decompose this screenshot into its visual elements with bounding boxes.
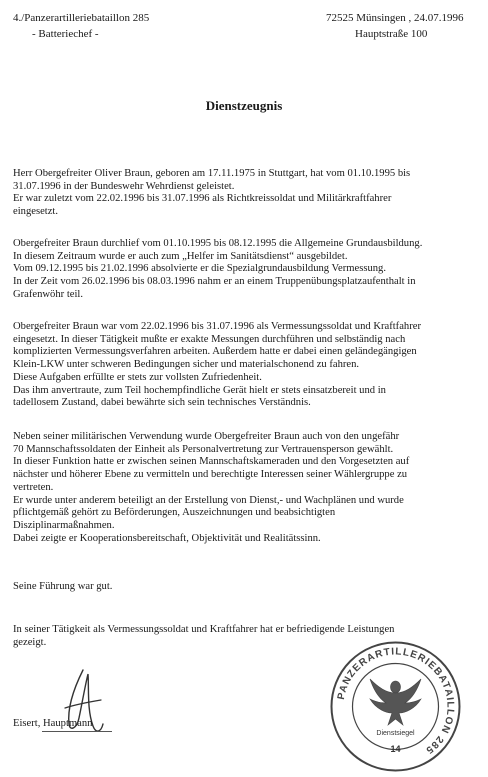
text-line: eingesetzt. In dieser Tätigkeit mußte er exakte Messungen durchführen und selbständig nach: [13, 333, 406, 345]
text-line: Klein-LKW unter schweren Bedingungen sicher und materialschonend zu fahren.: [13, 359, 360, 371]
paragraph-conduct: [13, 581, 479, 594]
text-line: pflichtgemäß gehört zu Beförderungen, Auszeichnungen und beabsichtigten: [13, 507, 336, 519]
paragraph-training: [13, 238, 479, 302]
text-line: In dieser Funktion hatte er zwischen seinen Mannschaftskameraden und den Vorgesetzten auf: [13, 456, 410, 468]
text-line: Grafenwöhr teil.: [13, 288, 84, 300]
text-line: In der Zeit vom 26.02.1996 bis 08.03.1996 nahm er an einem Truppenübungsplatzaufenthalt in: [13, 276, 416, 288]
paragraph-duties: [13, 321, 479, 410]
text-line: komplizierten Vermessungsverfahren arbeiten. Außerdem hatte er dabei einen geländegängigen: [13, 346, 417, 358]
text-line: 31.07.1996 in der Bundeswehr Wehrdienst geleistet.: [13, 180, 235, 192]
document-title: Dienstzeugnis: [205, 98, 283, 113]
text-line: 70 Mannschaftssoldaten der Einheit als Personalvertretung zur Vertrauensperson gewählt.: [13, 443, 394, 455]
text-line: Er war zuletzt vom 22.02.1996 bis 31.07.1996 als Richtkreissoldat und Militärkraftfahrer: [13, 193, 392, 205]
text-line: Das ihm anvertraute, zum Teil hochempfindliche Gerät hielt er stets einsatzbereit und in: [13, 384, 386, 396]
text-line: Herr Obergefreiter Oliver Braun, geboren am 17.11.1975 in Stuttgart, hat vom 01.10.1995 bis: [13, 168, 411, 179]
text-line: Obergefreiter Braun war vom 22.02.1996 bis 31.07.1996 als Vermessungssoldat und Kraftfahrer: [13, 321, 421, 332]
text-line: In seiner Tätigkeit als Vermessungssoldat und Kraftfahrer hat er befriedigende Leistungen: [13, 624, 395, 635]
text-line: tadellosem Zustand, dabei bewährte sich sein technisches Verständnis.: [13, 397, 311, 409]
place-date: 72525 Münsingen , 24.07.1996: [326, 12, 464, 24]
seal-number: 14: [390, 744, 401, 754]
street-address: Hauptstraße 100: [355, 28, 428, 40]
text-line: Disziplinarmaßnahmen.: [13, 519, 115, 531]
text-line: In diesem Zeitraum wurde er auch zum „Helfer im Sanitätsdienst“ ausgebildet.: [13, 250, 348, 262]
signature-line: [42, 731, 112, 732]
text-line: Diese Aufgaben erfüllte er stets zur vollsten Zufriedenheit.: [13, 371, 262, 383]
text-line: Er wurde unter anderem beteiligt an der Erstellung von Dienst,- und Wachplänen und wurde: [13, 494, 404, 506]
text-line: Obergefreiter Braun durchlief vom 01.10.1995 bis 08.12.1995 die Allgemeine Grundausbildung.: [13, 238, 423, 249]
seal-ring-text: PANZERARTILLERIEBATAILLON 285: [335, 646, 456, 756]
handwritten-signature: [55, 666, 115, 746]
official-seal: [328, 639, 463, 774]
text-line: Seine Führung war gut.: [13, 581, 113, 592]
paragraph-representative: [13, 431, 479, 545]
text-line: nächster und höherer Ebene zu vermitteln und berechtigte Interessen seiner Wählergruppe zu: [13, 469, 408, 481]
signatory-name: Eisert, Hauptmann: [13, 718, 93, 729]
eagle-emblem: [370, 679, 421, 725]
paragraph-intro: [13, 168, 479, 219]
text-line: eingesetzt.: [13, 206, 59, 218]
unit-role: - Batteriechef -: [32, 28, 99, 40]
seal-inner-text: Dienstsiegel: [376, 730, 415, 737]
text-line: vertreten.: [13, 481, 54, 493]
text-line: Vom 09.12.1995 bis 21.02.1996 absolvierte er die Spezialgrundausbildung Vermessung.: [13, 263, 386, 275]
text-line: Neben seiner militärischen Verwendung wurde Obergefreiter Braun auch von den ungefähr: [13, 431, 400, 442]
text-line: Dabei zeigte er Kooperationsbereitschaft, Objektivität und Realitätssinn.: [13, 532, 321, 544]
text-line: gezeigt.: [13, 636, 47, 648]
unit-name: 4./Panzerartilleriebataillon 285: [13, 12, 150, 24]
